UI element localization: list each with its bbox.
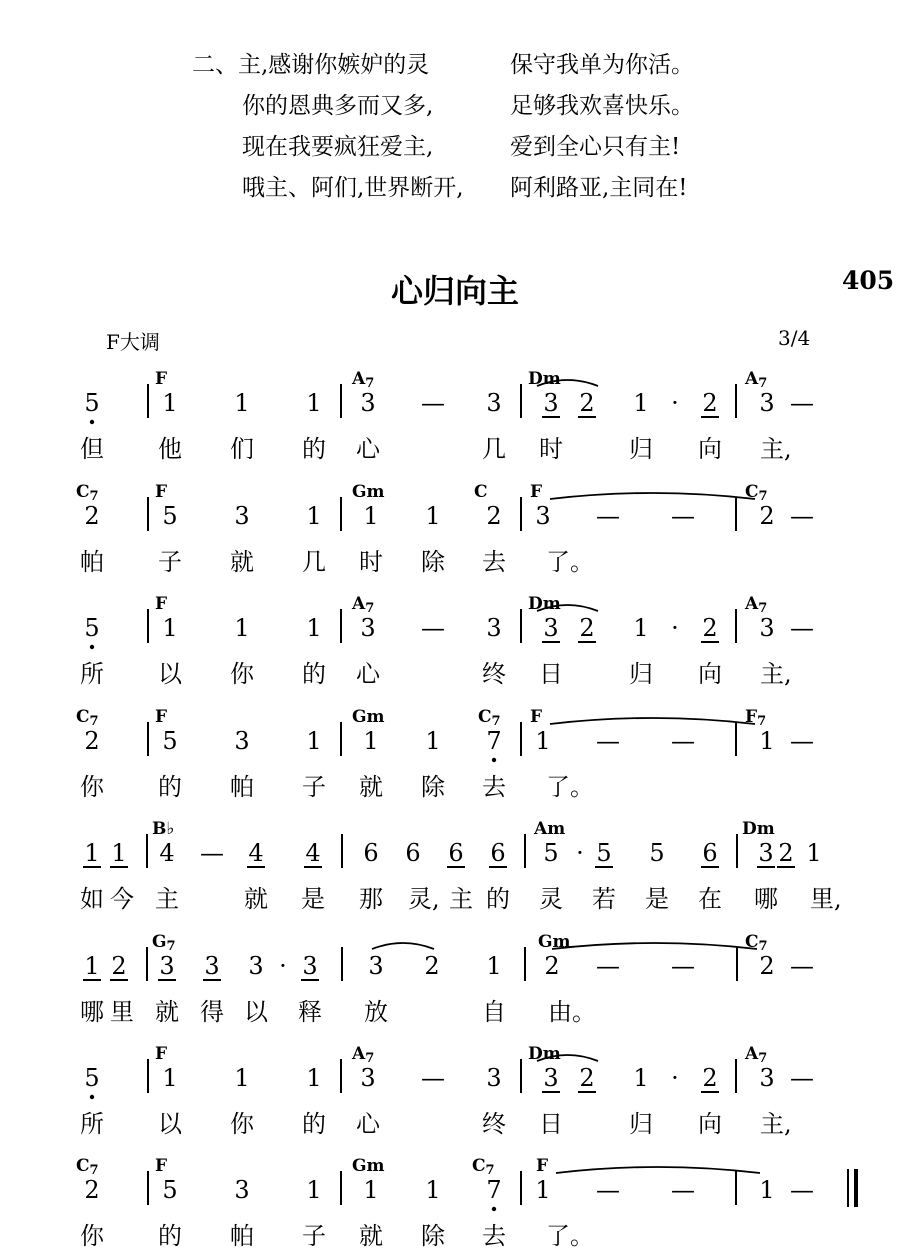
chord-symbol: Am — [534, 819, 566, 839]
lyric: 就 — [155, 998, 179, 1026]
octave-dot-below — [492, 1207, 496, 1211]
chord-symbol: G7 — [152, 932, 176, 954]
lyric: 他 — [158, 435, 182, 463]
chord-symbol: C7 — [76, 707, 99, 729]
note: 2 — [702, 389, 718, 417]
note: 1 — [633, 389, 649, 417]
note: 1 — [162, 614, 178, 642]
chord-symbol: C — [474, 482, 488, 502]
note: 3 — [759, 614, 775, 642]
note: 5 — [162, 727, 178, 755]
note: 3 — [486, 1064, 502, 1092]
lyric: 就 — [359, 1222, 383, 1250]
lyric: 了。 — [546, 773, 594, 801]
lyric: 是 — [645, 885, 669, 913]
note: 5 — [596, 839, 612, 867]
lyric: 归 — [629, 1110, 653, 1138]
lyric: 得 — [200, 998, 224, 1026]
note: 2 — [702, 1064, 718, 1092]
chord-symbol: A7 — [745, 594, 768, 616]
lyric: 那 — [359, 885, 383, 913]
slur-tie — [550, 718, 755, 724]
lyric: 是 — [301, 885, 325, 913]
lyric: 去 — [482, 773, 506, 801]
note: 3 — [486, 389, 502, 417]
note: 3 — [360, 614, 376, 642]
dash-hold: — — [790, 727, 814, 755]
dot-augment: · — [671, 614, 679, 642]
chord-symbol: F — [155, 1156, 168, 1176]
lyric: 主 — [449, 885, 473, 913]
chord-symbol: Dm — [528, 1044, 561, 1064]
lyric: 就 — [359, 773, 383, 801]
octave-dot-below — [90, 645, 94, 649]
dash-hold: — — [421, 389, 445, 417]
chord-symbol: A7 — [745, 369, 768, 391]
lyric: 若 — [592, 885, 616, 913]
chord-symbol: C7 — [745, 932, 768, 954]
verse-line-4b: 阿利路亚,主同在! — [510, 175, 688, 201]
note: 2 — [486, 502, 502, 530]
verse-line-1b: 保守我单为你活。 — [510, 52, 694, 78]
note: 1 — [759, 1176, 775, 1204]
verse-line-2b: 足够我欢喜快乐。 — [510, 93, 694, 119]
chord-symbol: F — [536, 1156, 549, 1176]
note: 1 — [425, 502, 441, 530]
slur-tie — [552, 943, 757, 949]
note: 1 — [111, 839, 127, 867]
chord-symbol: A7 — [352, 594, 375, 616]
note: 6 — [490, 839, 506, 867]
dot-augment: · — [671, 389, 679, 417]
lyric: 终 — [482, 1110, 506, 1138]
key-signature: F大调 — [106, 330, 160, 354]
note: 3 — [543, 1064, 559, 1092]
lyric: 归 — [629, 435, 653, 463]
lyric: 灵, — [408, 885, 440, 913]
dash-hold: — — [596, 1176, 620, 1204]
lyric: 向 — [698, 1110, 722, 1138]
note: 1 — [234, 389, 250, 417]
lyric: 归 — [629, 660, 653, 688]
slur-tie — [556, 1167, 760, 1173]
lyric: 释 — [298, 998, 322, 1026]
dash-hold: — — [671, 727, 695, 755]
dash-hold: — — [421, 1064, 445, 1092]
note: 4 — [248, 839, 264, 867]
lyric: 帕 — [80, 548, 104, 576]
chord-symbol: B♭ — [152, 819, 175, 839]
note: 2 — [84, 727, 100, 755]
note: 1 — [306, 614, 322, 642]
note: 5 — [649, 839, 665, 867]
dash-hold: — — [200, 839, 224, 867]
note: 2 — [702, 614, 718, 642]
chord-symbol: Gm — [538, 932, 571, 952]
note: 1 — [306, 727, 322, 755]
dash-hold: — — [790, 502, 814, 530]
note: 1 — [633, 614, 649, 642]
lyric: 时 — [539, 435, 563, 463]
note: 2 — [111, 952, 127, 980]
note: 3 — [234, 727, 250, 755]
dash-hold: — — [671, 952, 695, 980]
chord-symbol: F — [530, 707, 543, 727]
score-row — [80, 1044, 814, 1138]
note: 4 — [305, 839, 321, 867]
hymn-title: 心归向主 — [390, 272, 519, 310]
note: 1 — [84, 952, 100, 980]
note: 1 — [535, 727, 551, 755]
note: 7 — [486, 727, 502, 755]
note: 6 — [405, 839, 421, 867]
octave-dot-below — [90, 1095, 94, 1099]
dash-hold: — — [790, 1064, 814, 1092]
lyric: 的 — [302, 660, 326, 688]
note: 4 — [159, 839, 175, 867]
chord-symbol: A7 — [352, 369, 375, 391]
lyric: 的 — [486, 885, 510, 913]
dash-hold: — — [671, 502, 695, 530]
note: 7 — [486, 1176, 502, 1204]
lyric: 子 — [302, 773, 326, 801]
slur-tie — [550, 493, 755, 499]
chord-symbol: Gm — [352, 482, 385, 502]
chord-symbol: C7 — [472, 1156, 495, 1178]
note: 1 — [759, 727, 775, 755]
note: 1 — [425, 727, 441, 755]
lyric: 哪 — [754, 885, 778, 913]
chord-symbol: C7 — [76, 1156, 99, 1178]
note: 1 — [234, 614, 250, 642]
chord-symbol: Dm — [528, 369, 561, 389]
note: 1 — [535, 1176, 551, 1204]
verse-line-1a: 二、主,感谢你嫉妒的灵 — [192, 52, 430, 78]
lyric: 们 — [230, 435, 254, 463]
lyric: 了。 — [546, 1222, 594, 1250]
note: 3 — [543, 389, 559, 417]
lyric: 你 — [80, 773, 104, 801]
chord-symbol: Dm — [742, 819, 775, 839]
dash-hold: — — [790, 952, 814, 980]
note: 5 — [162, 1176, 178, 1204]
note: 3 — [486, 614, 502, 642]
note: 1 — [234, 1064, 250, 1092]
octave-dot-below — [492, 758, 496, 762]
note: 3 — [368, 952, 384, 980]
dash-hold: — — [421, 614, 445, 642]
note: 1 — [162, 1064, 178, 1092]
lyric: 的 — [302, 1110, 326, 1138]
note: 3 — [360, 1064, 376, 1092]
note: 1 — [486, 952, 502, 980]
lyric: 所 — [80, 1110, 104, 1138]
lyric: 帕 — [230, 1222, 254, 1250]
note: 6 — [363, 839, 379, 867]
note: 2 — [759, 502, 775, 530]
lyric: 终 — [482, 660, 506, 688]
note: 3 — [758, 839, 774, 867]
dot-augment: · — [671, 1064, 679, 1092]
note: 2 — [579, 614, 595, 642]
lyric: 去 — [482, 1222, 506, 1250]
lyric: 几 — [302, 548, 326, 576]
note: 1 — [84, 839, 100, 867]
note: 3 — [159, 952, 175, 980]
chord-symbol: F — [155, 594, 168, 614]
lyric: 今 — [110, 885, 134, 913]
lyric: 由。 — [548, 998, 596, 1026]
lyric: 放 — [364, 998, 388, 1026]
dash-hold: — — [596, 727, 620, 755]
dash-hold: — — [596, 952, 620, 980]
lyric: 除 — [421, 548, 445, 576]
lyric: 自 — [482, 998, 506, 1026]
note: 5 — [84, 389, 100, 417]
note: 5 — [543, 839, 559, 867]
note: 5 — [162, 502, 178, 530]
lyric: 如 — [80, 885, 104, 913]
dash-hold: — — [790, 614, 814, 642]
lyric: 心 — [356, 435, 380, 463]
lyric: 去 — [482, 548, 506, 576]
note: 6 — [448, 839, 464, 867]
lyric: 就 — [244, 885, 268, 913]
lyric: 所 — [80, 660, 104, 688]
note: 3 — [543, 614, 559, 642]
lyric: 主, — [760, 660, 792, 688]
chord-symbol: C7 — [76, 482, 99, 504]
lyric: 在 — [698, 885, 722, 913]
chord-symbol: C7 — [478, 707, 501, 729]
lyric: 时 — [359, 548, 383, 576]
verse-line-4a: 哦主、阿们,世界断开, — [242, 175, 464, 201]
note: 1 — [425, 1176, 441, 1204]
note: 3 — [759, 1064, 775, 1092]
lyric: 以 — [158, 660, 182, 688]
lyric: 向 — [698, 435, 722, 463]
note: 1 — [162, 389, 178, 417]
lyric: 以 — [244, 998, 268, 1026]
dash-hold: — — [790, 389, 814, 417]
lyric: 帕 — [230, 773, 254, 801]
dash-hold: — — [596, 502, 620, 530]
score-row — [80, 819, 842, 913]
dash-hold: — — [671, 1176, 695, 1204]
lyric: 日 — [539, 1110, 563, 1138]
note: 5 — [84, 614, 100, 642]
lyric: 哪 — [80, 998, 104, 1026]
note: 3 — [759, 389, 775, 417]
dot-augment: · — [576, 839, 584, 867]
score-row — [80, 594, 814, 688]
note: 3 — [360, 389, 376, 417]
lyric: 你 — [230, 660, 254, 688]
lyric: 里 — [110, 998, 134, 1026]
note: 1 — [806, 839, 822, 867]
lyric: 的 — [158, 773, 182, 801]
score-row — [76, 482, 814, 576]
lyric: 几 — [482, 435, 506, 463]
lyric: 灵 — [539, 885, 563, 913]
verse-line-3b: 爱到全心只有主! — [510, 134, 681, 160]
lyric: 但 — [80, 435, 104, 463]
lyric: 日 — [539, 660, 563, 688]
chord-symbol: Dm — [528, 594, 561, 614]
octave-dot-below — [90, 420, 94, 424]
note: 2 — [544, 952, 560, 980]
note: 3 — [302, 952, 318, 980]
lyric: 里, — [810, 885, 842, 913]
note: 3 — [535, 502, 551, 530]
chord-symbol: Gm — [352, 707, 385, 727]
chord-symbol: A7 — [352, 1044, 375, 1066]
lyric: 子 — [158, 548, 182, 576]
score-row — [76, 1156, 856, 1250]
lyric: 你 — [80, 1222, 104, 1250]
dash-hold: — — [790, 1176, 814, 1204]
chord-symbol: F7 — [745, 707, 767, 729]
score-row — [76, 707, 814, 801]
note: 2 — [759, 952, 775, 980]
note: 2 — [84, 1176, 100, 1204]
note: 2 — [579, 1064, 595, 1092]
lyric: 了。 — [546, 548, 594, 576]
note: 2 — [424, 952, 440, 980]
dot-augment: · — [279, 952, 287, 980]
lyric: 的 — [158, 1222, 182, 1250]
time-signature: 3/4 — [778, 326, 811, 350]
note: 1 — [363, 727, 379, 755]
note: 1 — [306, 389, 322, 417]
lyric: 你 — [230, 1110, 254, 1138]
chord-symbol: F — [155, 482, 168, 502]
lyric: 除 — [421, 1222, 445, 1250]
slur-tie — [372, 943, 434, 949]
chord-symbol: F — [530, 482, 543, 502]
lyric: 心 — [356, 1110, 380, 1138]
note: 1 — [306, 1064, 322, 1092]
lyric: 主, — [760, 1110, 792, 1138]
lyric: 主 — [155, 885, 179, 913]
score-row — [80, 369, 814, 463]
lyric: 主, — [760, 435, 792, 463]
note: 1 — [363, 502, 379, 530]
note: 6 — [702, 839, 718, 867]
note: 1 — [306, 1176, 322, 1204]
lyric: 的 — [302, 435, 326, 463]
chord-symbol: C7 — [745, 482, 768, 504]
note: 1 — [306, 502, 322, 530]
chord-symbol: A7 — [745, 1044, 768, 1066]
lyric: 子 — [302, 1222, 326, 1250]
note: 3 — [248, 952, 264, 980]
chord-symbol: F — [155, 707, 168, 727]
lyric: 以 — [158, 1110, 182, 1138]
score-row — [80, 932, 814, 1026]
lyric: 心 — [356, 660, 380, 688]
note: 5 — [84, 1064, 100, 1092]
chord-symbol: F — [155, 369, 168, 389]
lyric: 就 — [230, 548, 254, 576]
verse-line-2a: 你的恩典多而又多, — [242, 93, 434, 119]
verse-line-3a: 现在我要疯狂爱主, — [242, 134, 434, 160]
note: 1 — [633, 1064, 649, 1092]
note: 2 — [778, 839, 794, 867]
lyric: 向 — [698, 660, 722, 688]
note: 2 — [84, 502, 100, 530]
note: 3 — [234, 502, 250, 530]
chord-symbol: F — [155, 1044, 168, 1064]
note: 1 — [363, 1176, 379, 1204]
chord-symbol: Gm — [352, 1156, 385, 1176]
hymn-number: 405 — [842, 266, 895, 295]
lyric: 除 — [421, 773, 445, 801]
note: 2 — [579, 389, 595, 417]
note: 3 — [234, 1176, 250, 1204]
note: 3 — [204, 952, 220, 980]
